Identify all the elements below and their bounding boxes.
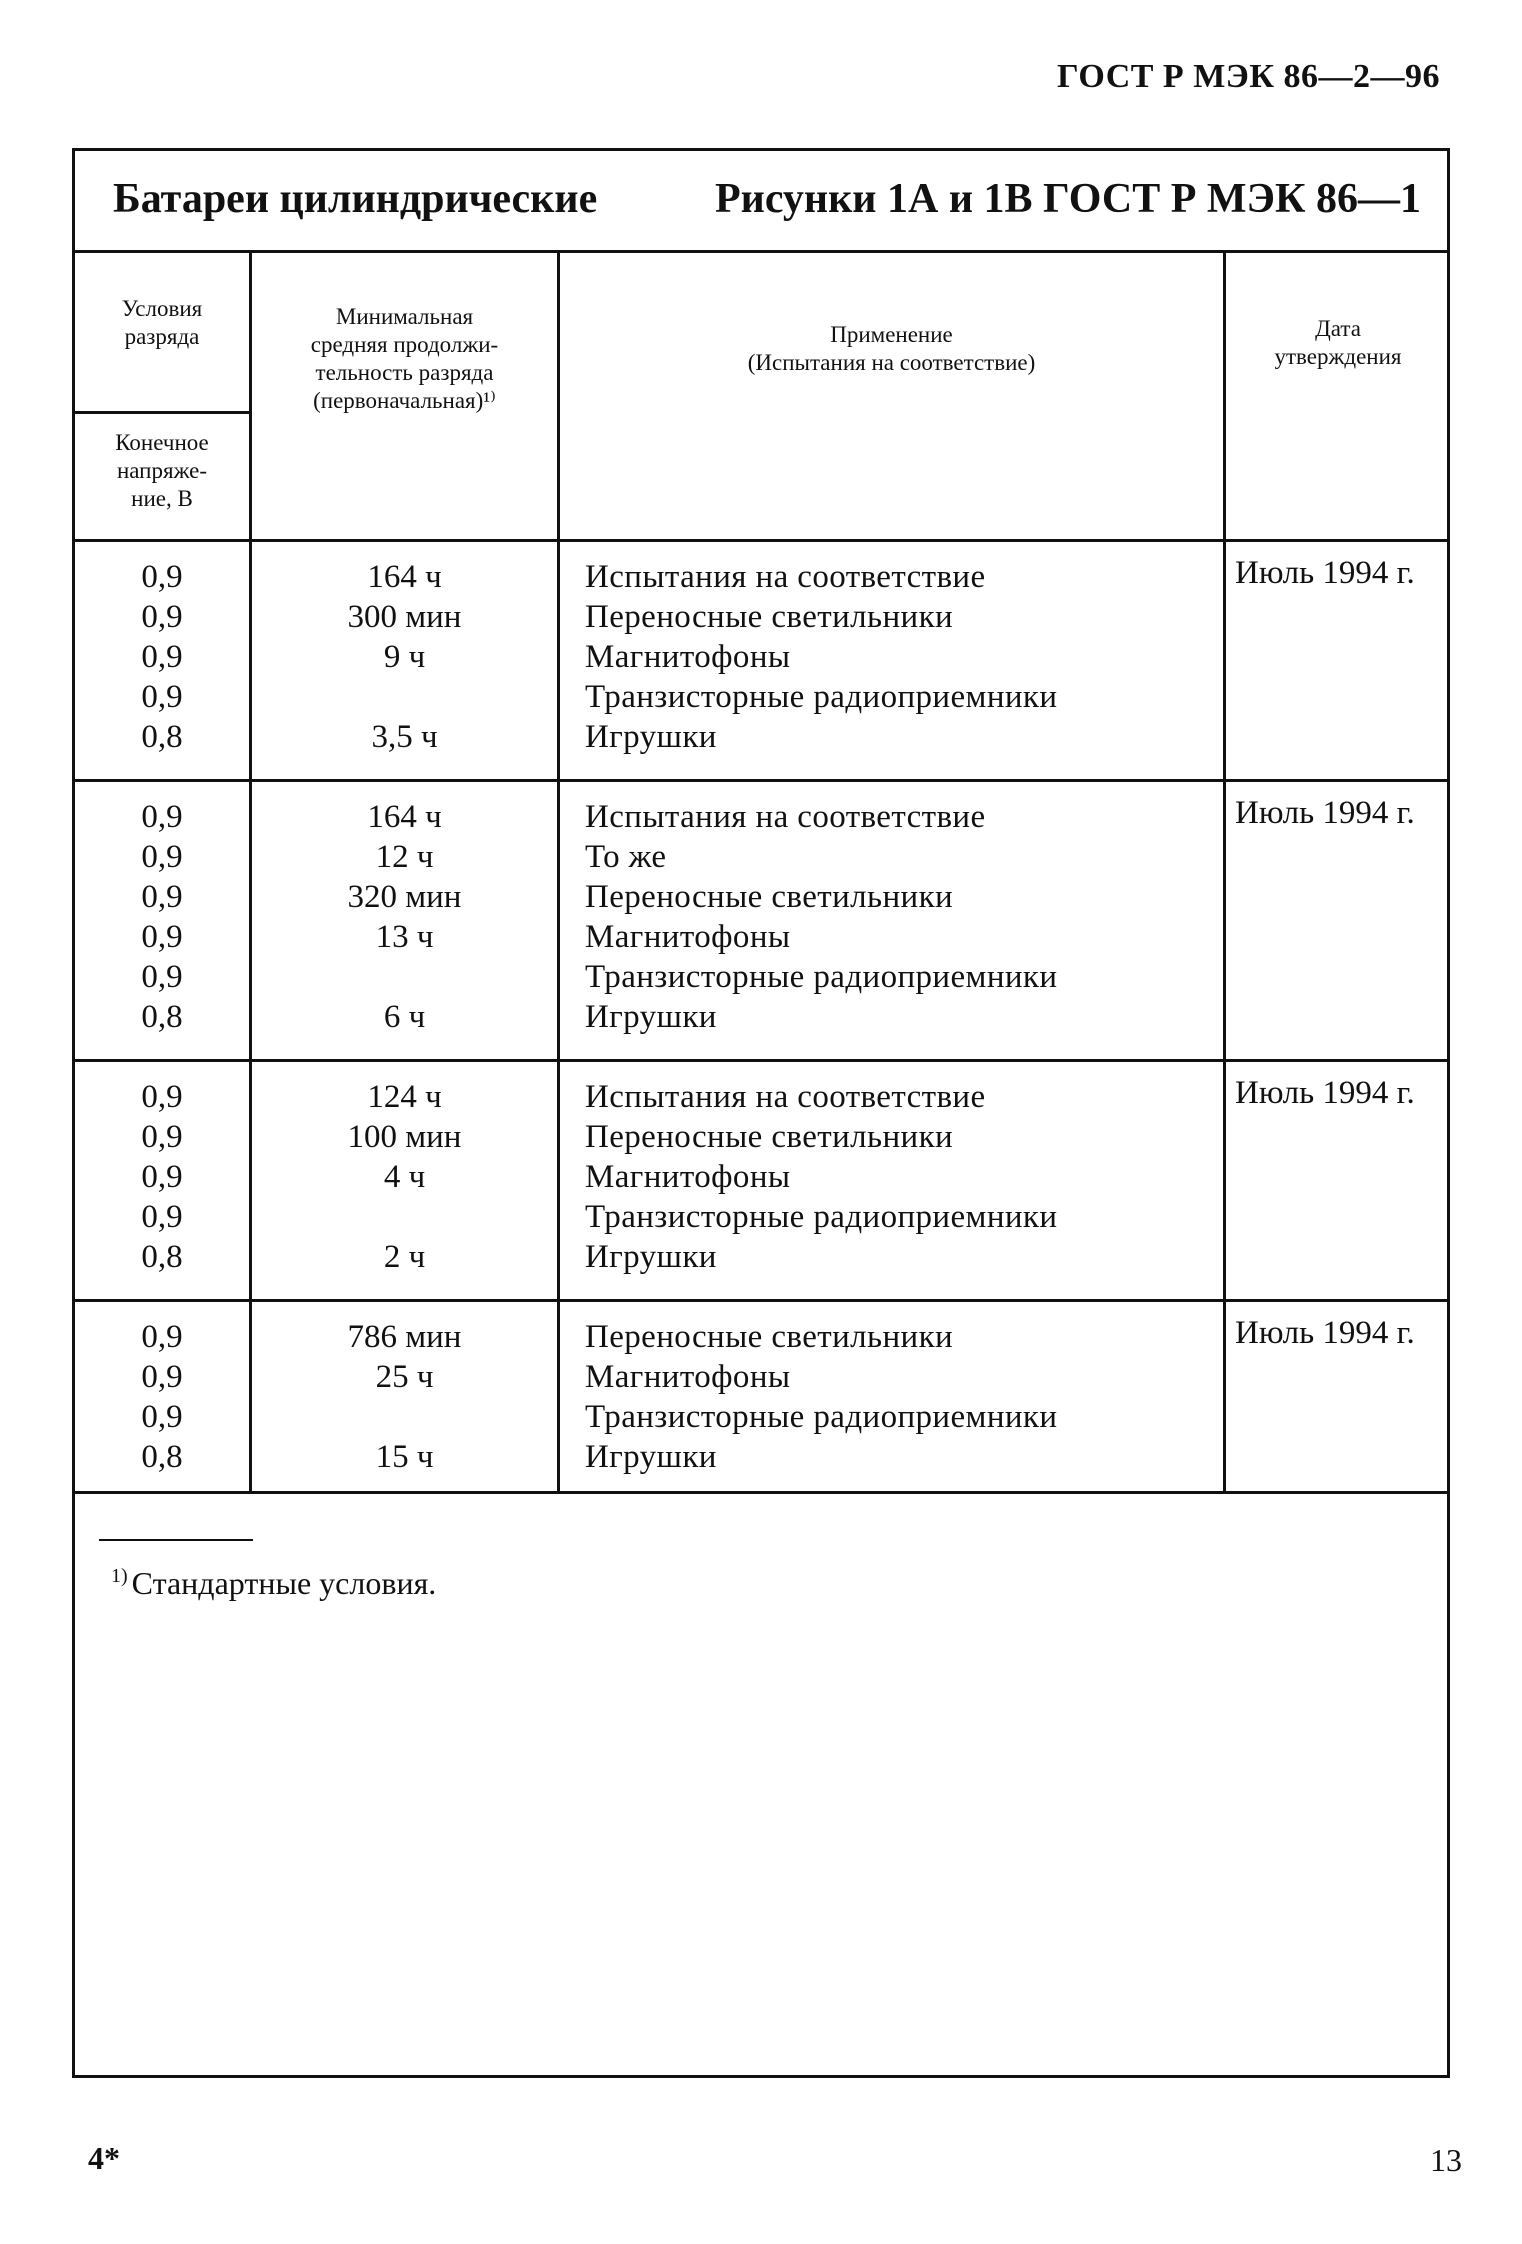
group-2-durations: 164 ч 12 ч 320 мин 13 ч 6 ч (347, 799, 462, 1035)
table-frame (72, 148, 1450, 2078)
table-bottom-line (75, 1491, 1447, 1494)
footnote-text: Стандартные условия. (131, 1565, 437, 1601)
header-discharge-conditions: Условия разряда (121, 296, 203, 349)
group-4-date: Июль 1994 г. (1235, 1315, 1415, 1351)
group-3-date: Июль 1994 г. (1235, 1075, 1415, 1111)
group-3-voltages: 0,9 0,9 0,9 0,9 0,8 (141, 1079, 183, 1275)
footnote (111, 1565, 436, 1602)
group-1-applications: Испытания на соответствие Переносные светильники Магнитофоны Транзисторные радиоприемники Игрушки (585, 559, 1058, 755)
group-3-applications: Испытания на соответствие Переносные светильники Магнитофоны Транзисторные радиоприемники Игрушки (585, 1079, 1058, 1275)
group-3-bottom-line (75, 1299, 1447, 1302)
signature-mark: 4* (88, 2140, 120, 2176)
header-application: Применение (Испытания на соответствие) (747, 322, 1036, 375)
group-2-bottom-line (75, 1059, 1447, 1062)
header-bottom-line (75, 539, 1447, 542)
header-end-voltage: Конечное напряже- ние, В (115, 430, 209, 511)
table-title-left: Батареи цилиндрические (113, 176, 598, 222)
page-number: 13 (1430, 2142, 1462, 2178)
table-title-right: Рисунки 1А и 1В ГОСТ Р МЭК 86—1 (714, 176, 1421, 222)
footnote-separator (99, 1539, 253, 1541)
group-1-date: Июль 1994 г. (1235, 555, 1415, 591)
header-min-duration: Минимальная средняя продолжи- тельность разряда (первоначальная)¹⁾ (310, 304, 499, 413)
header-approval-date: Дата утверждения (1274, 316, 1402, 369)
group-1-voltages: 0,9 0,9 0,9 0,9 0,8 (141, 559, 183, 755)
col-divider-2 (557, 253, 560, 1491)
header-subdivider (75, 411, 249, 414)
group-1-durations: 164 ч 300 мин 9 ч 3,5 ч (347, 559, 462, 755)
table-title-row (75, 151, 1447, 253)
group-1-bottom-line (75, 779, 1447, 782)
group-2-date: Июль 1994 г. (1235, 795, 1415, 831)
group-4-applications: Переносные светильники Магнитофоны Транзисторные радиоприемники Игрушки (585, 1319, 1058, 1475)
document-code: ГОСТ Р МЭК 86—2—96 (1057, 58, 1440, 95)
group-2-applications: Испытания на соответствие То же Переносные светильники Магнитофоны Транзисторные радиоприемники Игрушки (585, 799, 1058, 1035)
group-3-durations: 124 ч 100 мин 4 ч 2 ч (347, 1079, 462, 1275)
group-4-durations: 786 мин 25 ч 15 ч (347, 1319, 462, 1475)
group-4-voltages: 0,9 0,9 0,9 0,8 (141, 1319, 183, 1475)
footnote-marker: 1) (111, 1565, 128, 1588)
col-divider-3 (1223, 253, 1226, 1491)
group-2-voltages: 0,9 0,9 0,9 0,9 0,9 0,8 (141, 799, 183, 1035)
